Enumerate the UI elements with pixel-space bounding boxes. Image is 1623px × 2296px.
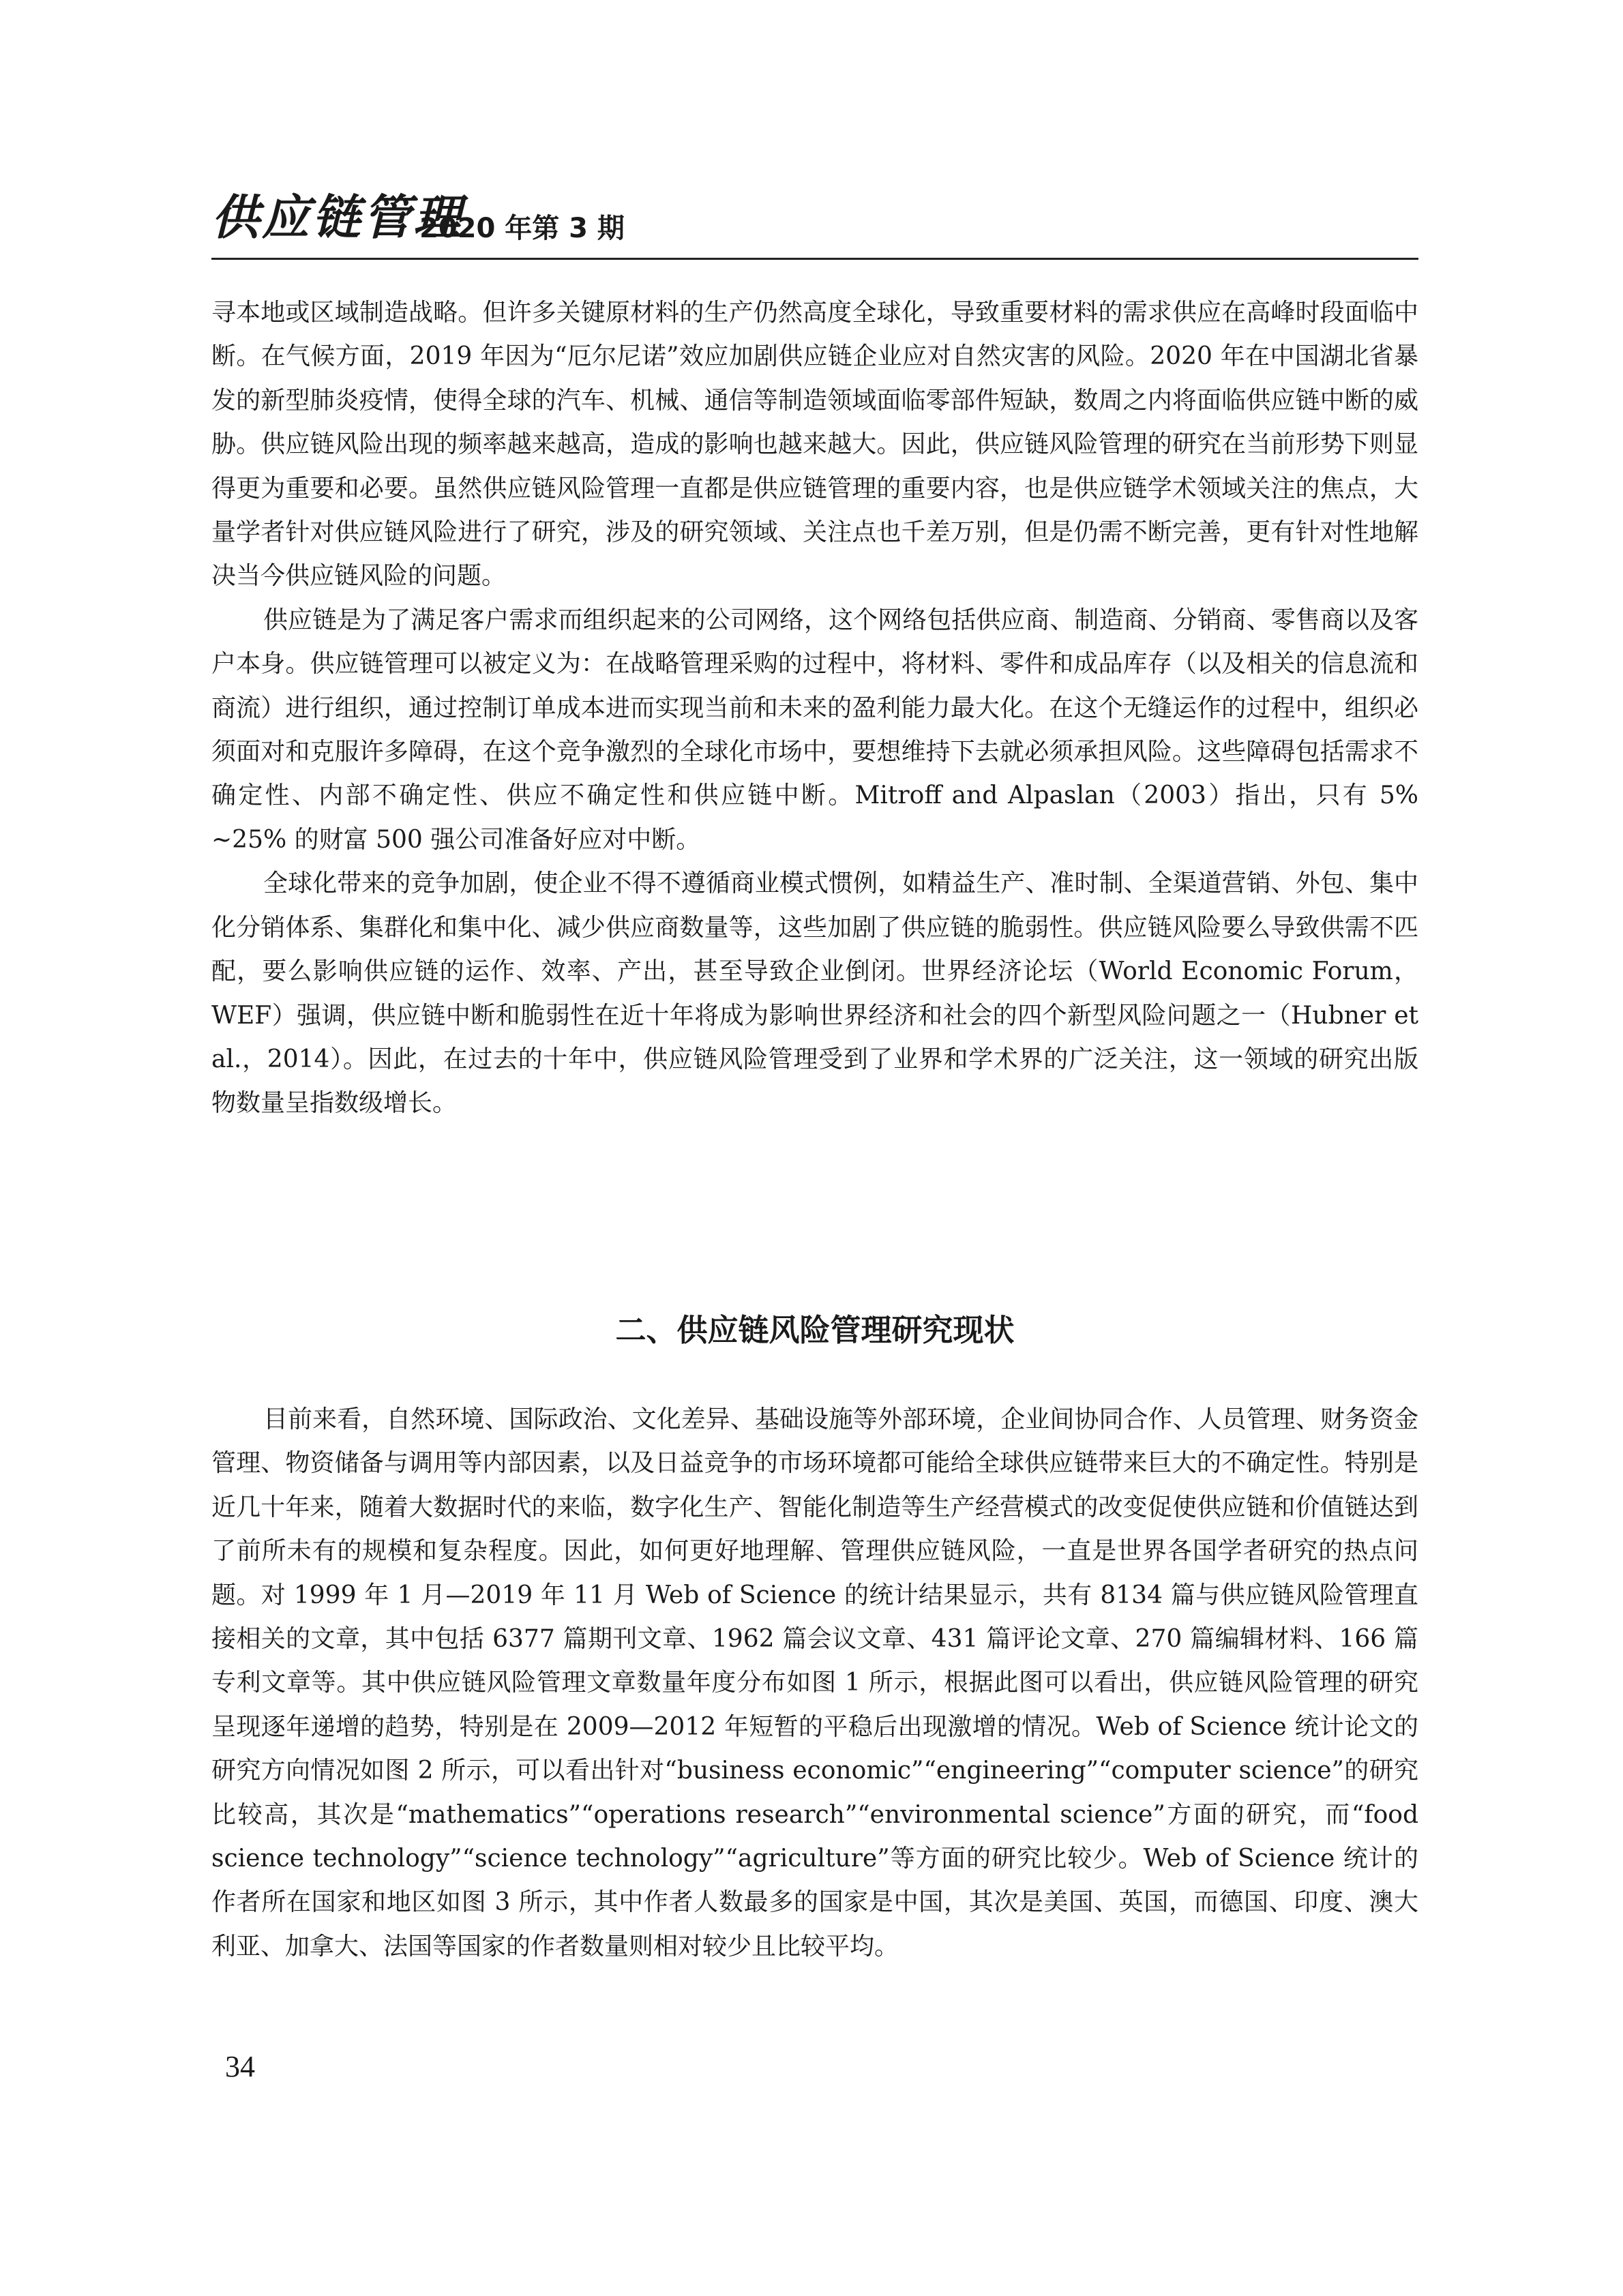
running-header: [211, 190, 1418, 260]
body-text-bottom: [211, 1398, 1418, 1969]
issue-label: 2020 年第 3 期: [419, 213, 625, 244]
section-heading: 二、供应链风险管理研究现状: [615, 1312, 1015, 1348]
body-text-top: [211, 291, 1418, 1126]
journal-name: 供应链管理: [211, 189, 464, 245]
page-number: 34: [225, 2050, 255, 2083]
paragraph-globalization: 全球化带来的竞争加剧，使企业不得不遵循商业模式惯例，如精益生产、准时制、全渠道营销、外包、集中化分销体系、集群化和集中化、减少供应商数量等，这些加剧了供应链的脆弱性。供应链风险要么导致供需不匹配，要么影响供应链的运作、效率、产出，甚至导致企业倒闭。世界经济论坛（World Economic Forum，WEF）强调，供应链中断和脆弱性在近十年将成为影响世界经济和社会的四个新型风险问题之一（Hubner et al.，2014）。因此，在过去的十年中，供应链风险管理受到了业界和学术界的广泛关注，这一领域的研究出版物数量呈指数级增长。: [211, 869, 1418, 1118]
paragraph-continued: 寻本地或区域制造战略。但许多关键原材料的生产仍然高度全球化，导致重要材料的需求供应在高峰时段面临中断。在气候方面，2019 年因为“厄尔尼诺”效应加剧供应链企业应对自然灾害的风险。2020 年在中国湖北省暴发的新型肺炎疫情，使得全球的汽车、机械、通信等制造领域面临零部件短缺，数周之内将面临供应链中断的威胁。供应链风险出现的频率越来越高，造成的影响也越来越大。因此，供应链风险管理的研究在当前形势下则显得更为重要和必要。虽然供应链风险管理一直都是供应链管理的重要内容，也是供应链学术领域关注的焦点，大量学者针对供应链风险进行了研究，涉及的研究领域、关注点也千差万别，但是仍需不断完善，更有针对性地解决当今供应链风险的问题。: [211, 299, 1418, 591]
paragraph-research-status: 目前来看，自然环境、国际政治、文化差异、基础设施等外部环境，企业间协同合作、人员管理、财务资金管理、物资储备与调用等内部因素，以及日益竞争的市场环境都可能给全球供应链带来巨大的不确定性。特别是近几十年来，随着大数据时代的来临，数字化生产、智能化制造等生产经营模式的改变促使供应链和价值链达到了前所未有的规模和复杂程度。因此，如何更好地理解、管理供应链风险，一直是世界各国学者研究的热点问题。对 1999 年 1 月—2019 年 11 月 Web of Science 的统计结果显示，共有 8134 篇与供应链风险管理直接相关的文章，其中包括 6377 篇期刊文章、1962 篇会议文章、431 篇评论文章、270 篇编辑材料、166 篇专利文章等。其中供应链风险管理文章数量年度分布如图 1 所示，根据此图可以看出，供应链风险管理的研究呈现逐年递增的趋势，特别是在 2009—2012 年短暂的平稳后出现激增的情况。Web of Science 统计论文的研究方向情况如图 2 所示，可以看出针对“business economic”“engineering”“computer science”的研究比较高，其次是“mathematics”“operations research”“environmental science”方面的研究，而“food science technology”“science technology”“agriculture”等方面的研究比较少。Web of Science 统计的作者所在国家和地区如图 3 所示，其中作者人数最多的国家是中国，其次是美国、英国，而德国、印度、澳大利亚、加拿大、法国等国家的作者数量则相对较少且比较平均。: [211, 1405, 1418, 1960]
paragraph-supply-chain-definition: 供应链是为了满足客户需求而组织起来的公司网络，这个网络包括供应商、制造商、分销商、零售商以及客户本身。供应链管理可以被定义为：在战略管理采购的过程中，将材料、零件和成品库存（以及相关的信息流和商流）进行组织，通过控制订单成本进而实现当前和未来的盈利能力最大化。在这个无缝运作的过程中，组织必须面对和克服许多障碍，在这个竞争激烈的全球化市场中，要想维持下去就必须承担风险。这些障碍包括需求不确定性、内部不确定性、供应不确定性和供应链中断。Mitroff and Alpaslan（2003）指出，只有 5% ~25% 的财富 500 强公司准备好应对中断。: [211, 606, 1418, 854]
